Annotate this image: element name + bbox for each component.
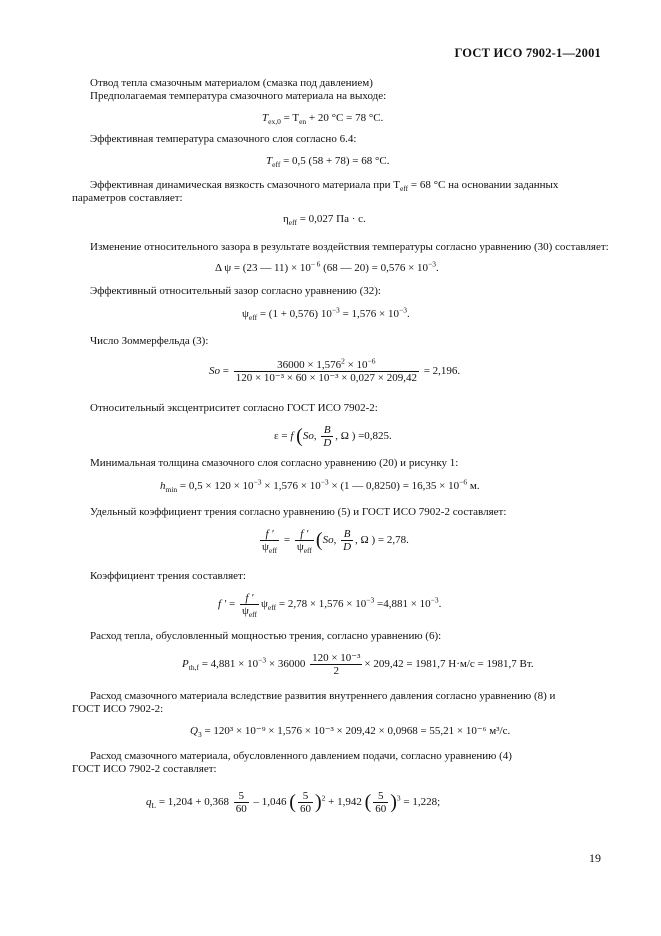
paragraph-assumed-temperature: Предполагаемая температура смазочного материала на выходе: (90, 90, 387, 102)
paragraph-internal-pressure-flow-cont: ГОСТ ИСО 7902-2: (72, 703, 164, 715)
formula-h-min: $h_{min} = 0,5 \times 120 \times 10^{-3} \times 1,576 \times 10^{-3} \times (1$ — $0,8250) = 16,35 \times 10^{-6}$ м. (160, 477, 480, 495)
paragraph-viscosity: Эффективная динамическая вязкость смазочного материала при $T_{eff} = 68$ °С на основании заданных (90, 179, 559, 194)
formula-t-eff: $T_{eff} = 0,5$ (58 + 78) = 68 °С. (266, 155, 390, 170)
formula-specific-friction: $\frac{f '}{\psi_{eff}}$ = $\frac{f '}{\psi_{eff}}$ (So, $\frac{B}{D}$ , Ω ) = 2,78. (262, 528, 409, 556)
formula-q3: $Q_3 = 120^3 \times 10^{-9} \times 1,576 \times 10^{-3} \times 209,42 \times 0,0968 = 55,21 \times 10^{-6}$ м³/с. (190, 725, 511, 740)
paragraph-min-thickness: Минимальная толщина смазочного слоя согласно уравнению (20) и рисунку 1: (90, 457, 459, 469)
paragraph-feed-pressure-flow-cont: ГОСТ ИСО 7902-2 составляет: (72, 763, 217, 775)
paragraph-clearance-change: Изменение относительного зазора в результате воздействия температуры согласно уравнению (30) составляет: (90, 241, 609, 253)
paragraph-heat-removal: Отвод тепла смазочным материалом (смазка под давлением) (90, 77, 373, 89)
paragraph-specific-friction: Удельный коэффициент трения согласно уравнению (5) и ГОСТ ИСО 7902-2 составляет: (90, 506, 507, 518)
paragraph-eccentricity: Относительный эксцентриситет согласно ГОСТ ИСО 7902-2: (90, 402, 378, 414)
formula-t-ex: $T_{ex,0} = T_{en} + 20$ °С = 78 °С. (262, 112, 384, 127)
formula-delta-psi: Δ ψ = (23 — $11) \times 10^{- 6}$ (68 — $20) = 0,576 \times 10^{-3}$. (215, 259, 439, 274)
formula-friction-coefficient: f ′ = $\frac{f '}{\psi_{eff}}$ $\psi_{eff} = 2,78 \times 1,576 \times 10^{-3} =4,881 \times 10^{-3}$. (218, 592, 442, 620)
fraction-sommerfeld: $\frac{36000 \times 1,576^2 \times 10^{-6}}{\text{120 × 10⁻³ × 60 × 10⁻³ × 0,027 × 209,42}}$ (235, 356, 417, 384)
formula-eccentricity: ε = f (So, $\frac{B}{D}$ , Ω ) =0,825. (274, 424, 392, 449)
standard-header: ГОСТ ИСО 7902-1—2001 (454, 46, 601, 60)
formula-heat-flow: $P_{th,f} = 4,881 \times 10^{-3} \times 36000$ $\frac{\text{120 × 10⁻³}}{2}$ × 209,42 = 1981,7 Н·м/с = 1981,7 Вт. (182, 652, 534, 677)
paragraph-friction-coefficient: Коэффициент трения составляет: (90, 570, 246, 582)
paragraph-feed-pressure-flow: Расход смазочного материала, обусловленного давлением подачи, согласно уравнению (4) (90, 750, 512, 762)
formula-sommerfeld: So = $\frac{36000 \times 1,576^2 \times 10^{-6}}{\text{120 × 10⁻³ × 60 × 10⁻³ × 0,027 × 209,42}}$ = 2,196. (209, 356, 461, 384)
formula-psi-eff: $\psi_{eff} = (1 + 0,576) 10^{-3} = 1,576 \times 10^{-3}$. (242, 305, 410, 323)
formula-q-l: $q_L = 1,204 + 0,368$ $\frac{5}{60}$ – 1,046 ( $\frac{5}{60}$ )$^2$ + 1,942 ( $\frac{5}{60}$ )$^3$ = 1,228; (146, 790, 441, 815)
paragraph-effective-clearance: Эффективный относительный зазор согласно уравнению (32): (90, 285, 381, 297)
formula-eta-eff: $\eta_{eff} = 0,027$ Па · с. (283, 213, 366, 228)
paragraph-sommerfeld: Число Зоммерфельда (3): (90, 335, 209, 347)
paragraph-internal-pressure-flow: Расход смазочного материала вследствие развития внутреннего давления согласно уравнению (8) и (90, 690, 556, 702)
paragraph-effective-temperature: Эффективная температура смазочного слоя согласно 6.4: (90, 133, 357, 145)
page-number: 19 (589, 851, 601, 865)
paragraph-viscosity-cont: параметров составляет: (72, 192, 183, 204)
paragraph-heat-flow: Расход тепла, обусловленный мощностью трения, согласно уравнению (6): (90, 630, 442, 642)
